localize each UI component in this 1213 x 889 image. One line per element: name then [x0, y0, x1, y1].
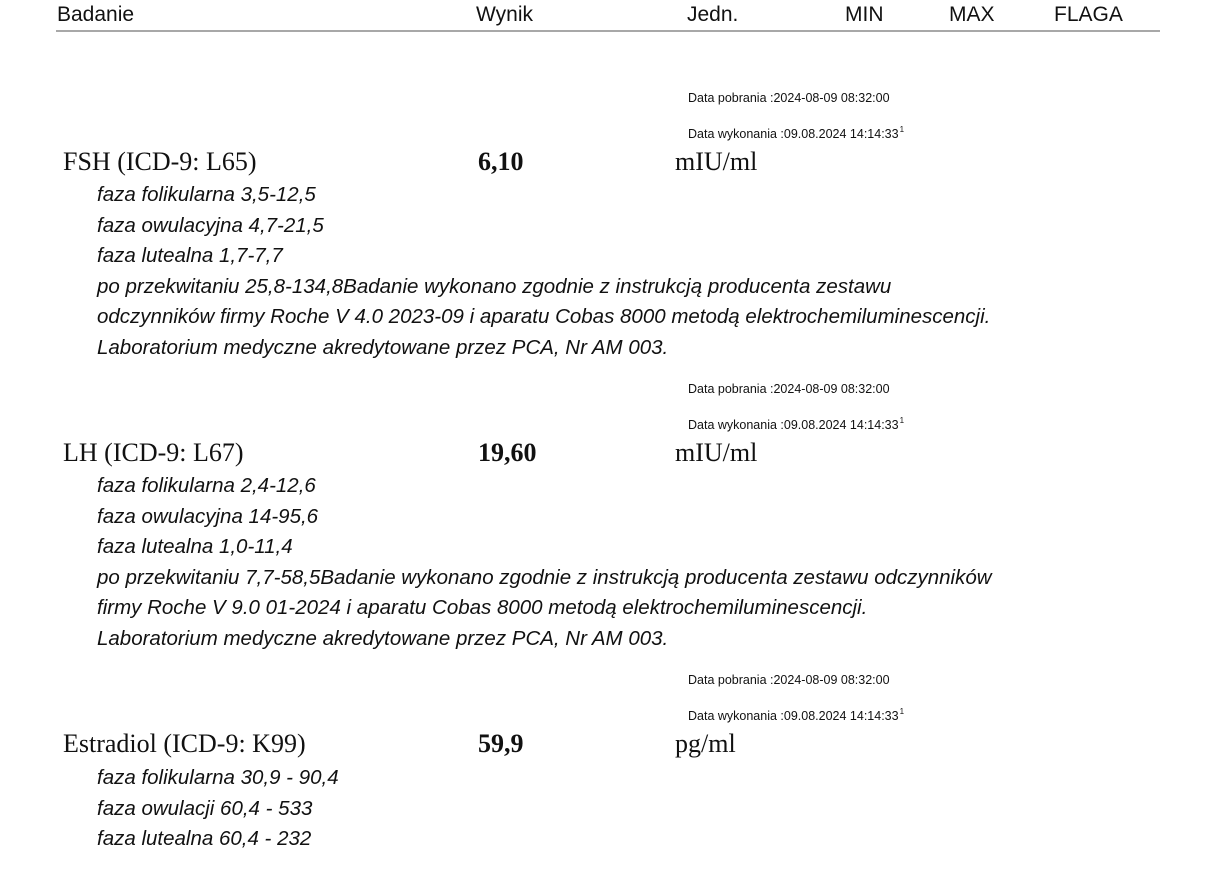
reference-range-line: faza owulacyjna 4,7-21,5: [97, 213, 324, 237]
reference-range-line: faza owulacyjna 14-95,6: [97, 504, 319, 528]
footnote-marker: 1: [899, 707, 905, 716]
description-line: odczynników firmy Roche V 4.0 2023-09 i aparatu Cobas 8000 metodą elektrochemiluminescencji.: [97, 305, 991, 328]
column-header-flaga: FLAGA: [1054, 3, 1123, 26]
test-unit: mIU/ml: [675, 147, 758, 176]
reference-range-line: faza owulacji 60,4 - 533: [97, 796, 313, 820]
test-value: 59,9: [478, 729, 524, 758]
footnote-marker: 1: [899, 416, 905, 425]
collection-date: Data pobrania :2024-08-09 08:32:00: [688, 91, 890, 105]
test-name: Estradiol (ICD-9: K99): [63, 729, 306, 758]
execution-date: [688, 707, 904, 723]
description-line: Laboratorium medyczne akredytowane przez PCA, Nr AM 003.: [97, 626, 669, 650]
reference-ranges: [97, 471, 992, 654]
test-unit: mIU/ml: [675, 438, 758, 467]
column-header-jedn: Jedn.: [687, 3, 739, 26]
execution-date-text: Data wykonania :09.08.2024 14:14:33: [688, 418, 899, 432]
collection-date: Data pobrania :2024-08-09 08:32:00: [688, 673, 890, 687]
column-header-max: MAX: [949, 3, 995, 26]
reference-range-line: faza lutealna 1,0-11,4: [97, 535, 293, 558]
reference-range-line: faza folikularna 30,9 - 90,4: [97, 766, 339, 789]
reference-ranges: [97, 763, 339, 855]
test-value: 6,10: [478, 147, 524, 176]
column-header-badanie: Badanie: [57, 3, 135, 26]
reference-range-line: faza lutealna 1,7-7,7: [97, 244, 283, 267]
reference-range-line: faza folikularna 3,5-12,5: [97, 183, 316, 206]
test-value: 19,60: [478, 438, 537, 467]
results-table-header: [56, 0, 1160, 32]
reference-range-line: faza folikularna 2,4-12,6: [97, 474, 316, 497]
execution-date-text: Data wykonania :09.08.2024 14:14:33: [688, 709, 899, 723]
description-line: po przekwitaniu 25,8-134,8Badanie wykonano zgodnie z instrukcją producenta zestawu: [97, 274, 892, 298]
description-line: firmy Roche V 9.0 01-2024 i aparatu Cobas 8000 metodą elektrochemiluminescencji.: [97, 596, 868, 619]
collection-date: Data pobrania :2024-08-09 08:32:00: [688, 382, 890, 396]
column-header-min: MIN: [845, 3, 884, 26]
execution-date: [688, 125, 904, 141]
description-line: po przekwitaniu 7,7-58,5Badanie wykonano zgodnie z instrukcją producenta zestawu odczynników: [97, 565, 992, 589]
reference-range-line: faza lutealna 60,4 - 232: [97, 827, 312, 850]
execution-date: [688, 416, 904, 432]
test-name: LH (ICD-9: L67): [63, 438, 244, 467]
description-line: Laboratorium medyczne akredytowane przez PCA, Nr AM 003.: [97, 335, 669, 359]
execution-date-text: Data wykonania :09.08.2024 14:14:33: [688, 127, 899, 141]
test-unit: pg/ml: [675, 729, 736, 758]
test-name: FSH (ICD-9: L65): [63, 147, 257, 176]
column-header-wynik: Wynik: [476, 3, 533, 26]
reference-ranges: [97, 180, 990, 363]
footnote-marker: 1: [899, 125, 905, 134]
